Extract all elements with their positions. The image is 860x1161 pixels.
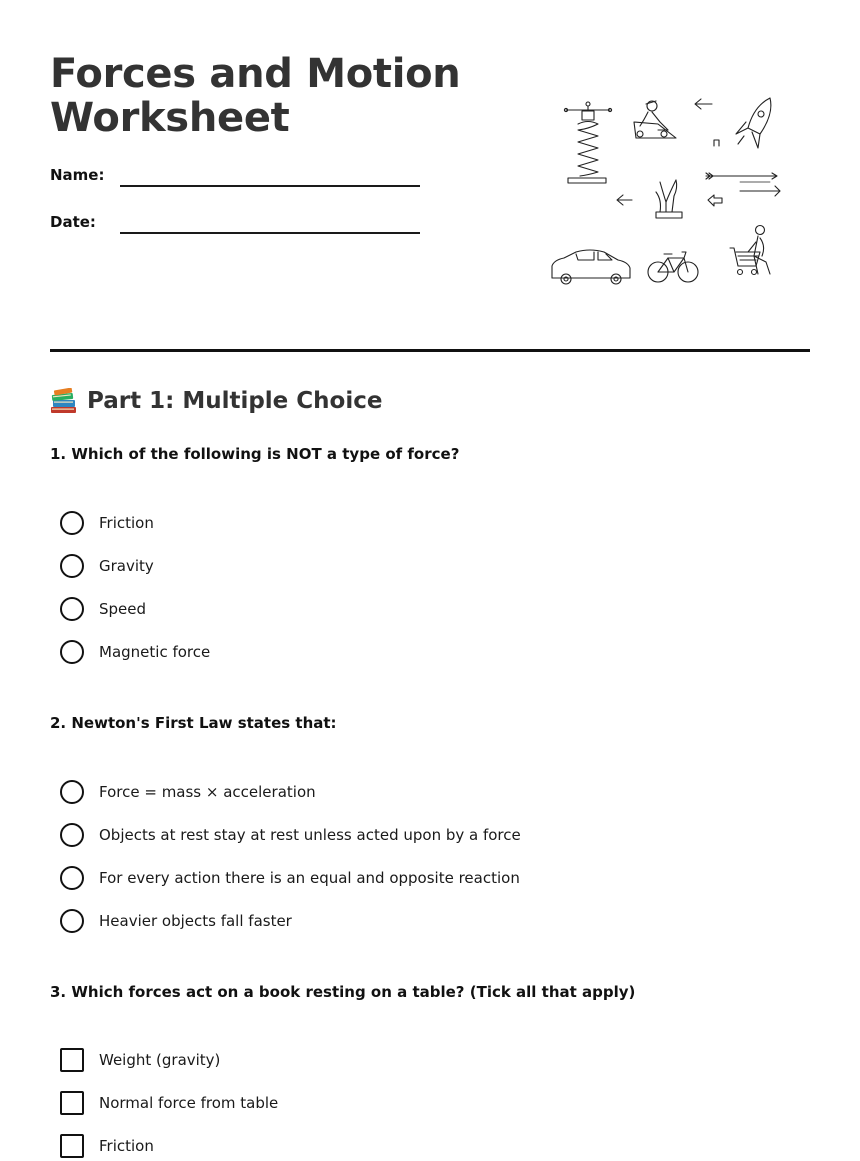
radio-button[interactable] [60,597,84,621]
option-label: Weight (gravity) [99,1051,221,1069]
forces-illustration [548,92,788,292]
date-field [50,213,420,243]
q2-option-d[interactable] [60,908,292,934]
radio-button[interactable] [60,823,84,847]
rocket-icon [736,98,771,148]
question-3: 3. Which forces act on a book resting on a table? (Tick all that apply) [50,983,636,1001]
radio-button[interactable] [60,640,84,664]
radio-button[interactable] [60,554,84,578]
option-label: Speed [99,600,147,618]
car-icon [552,250,630,284]
bicycle-icon [648,252,698,282]
name-input-line[interactable] [120,185,420,187]
worksheet-title: Forces and Motion Worksheet [50,51,461,141]
part1-title [50,388,382,414]
part1-title-text: Part 1: Multiple Choice [87,388,383,414]
checkbox[interactable] [60,1048,84,1072]
q1-option-speed[interactable] [60,596,146,622]
checkbox[interactable] [60,1134,84,1158]
date-label: Date: [50,213,96,231]
option-label: Gravity [99,557,154,575]
arrow-left-icon [695,99,712,109]
header-divider [50,349,810,352]
option-label: Friction [99,1137,154,1155]
arrow-left-icon-2 [617,195,632,205]
q2-option-a[interactable] [60,779,316,805]
shopping-cart-person-icon [730,226,770,275]
q2-option-b[interactable] [60,822,521,848]
spring-icon [564,102,611,183]
magnet-icon [714,140,719,146]
slingshot-icon [656,180,682,218]
radio-button[interactable] [60,866,84,890]
option-label: Magnetic force [99,643,211,661]
radio-button[interactable] [60,511,84,535]
arrows-right-icon [706,173,780,196]
q3-option-friction[interactable] [60,1133,154,1159]
radio-button[interactable] [60,780,84,804]
date-input-line[interactable] [120,232,420,234]
q1-option-friction[interactable] [60,510,154,536]
question-2: 2. Newton's First Law states that: [50,714,337,732]
option-label: Heavier objects fall faster [99,912,292,930]
option-label: Friction [99,514,154,532]
name-label: Name: [50,166,105,184]
q1-option-magnetic-force[interactable] [60,639,210,665]
radio-button[interactable] [60,909,84,933]
q1-option-gravity[interactable] [60,553,154,579]
q3-option-normal-force[interactable] [60,1090,278,1116]
books-icon [50,388,77,414]
option-label: For every action there is an equal and opposite reaction [99,869,520,887]
person-pushing-icon [634,101,676,138]
option-label: Normal force from table [99,1094,279,1112]
checkbox[interactable] [60,1091,84,1115]
option-label: Force = mass × acceleration [99,783,316,801]
hollow-arrow-left-icon [708,195,722,206]
name-field [50,166,420,196]
question-1: 1. Which of the following is NOT a type of force? [50,445,460,463]
q2-option-c[interactable] [60,865,520,891]
option-label: Objects at rest stay at rest unless acted upon by a force [99,826,521,844]
q3-option-weight[interactable] [60,1047,220,1073]
